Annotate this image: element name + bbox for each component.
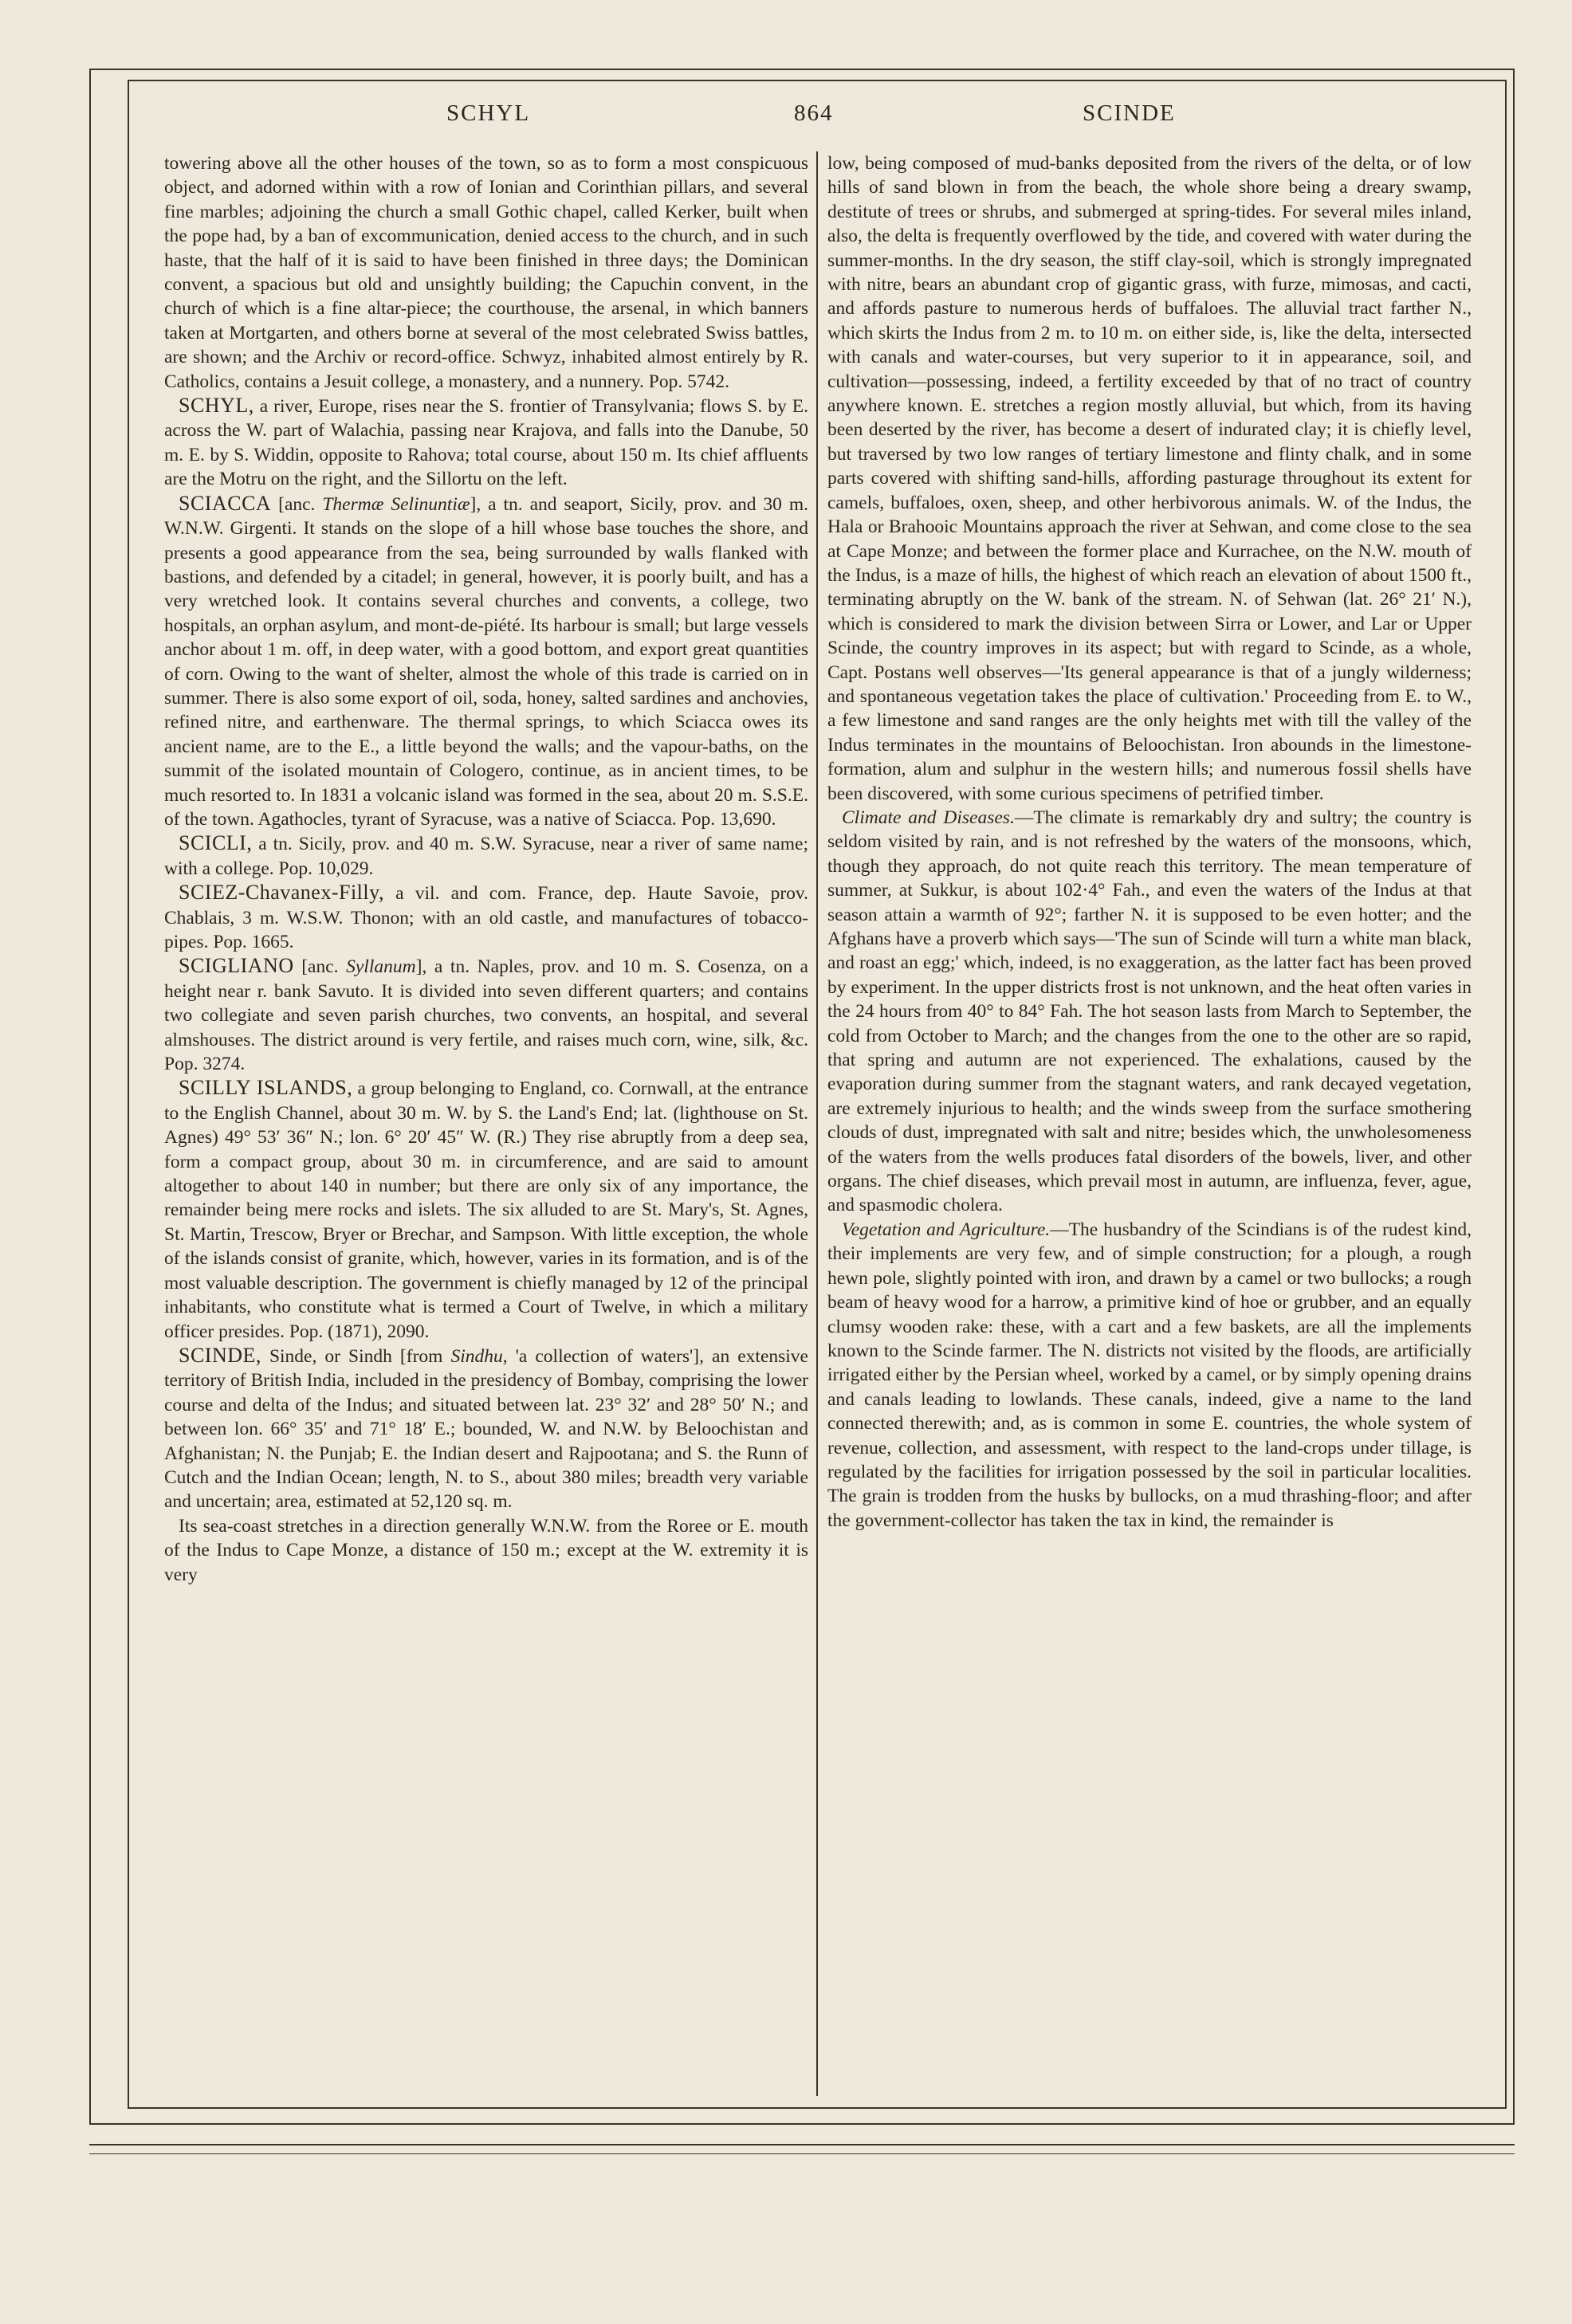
header-left-word: SCHYL [446, 100, 531, 126]
page-number: 864 [794, 100, 834, 126]
entry-headword: SCHYL, [179, 394, 254, 418]
entry-text: a tn. Sicily, prov. and 40 m. S.W. Syracuse, near a river of same name; with a college. Pop. 10,029. [164, 834, 808, 879]
running-header [159, 96, 1483, 135]
entry-text: —The husbandry of the Scindians is of the rudest kind, their implements are very few, and of simple construction; for a plough, a rough hewn pole, slightly pointed with iron, and drawn by a camel or two bullocks; a rough beam of heavy wood for a harrow, a primitive kind of hoe or grubber, and an equally clumsy wooden rake: these, with a cart and a few baskets, are all the implements known to the Scinde farmer. The N. districts not visited by the floods, are artificially irrigated either by the Persian wheel, worked by a camel, or by simply opening drains and canals leading to lowlands. These canals, indeed, give a name to the land connected therewith; and, as is common in some E. countries, the whole system of revenue, collection, and assessment, with respect to the land-crops under tillage, is regulated by the facilities for irrigation possessed by the soil in particular localities. The grain is trodden from the husks by bullocks, on a mud thrashing-floor; and after the government-collector has taken the tax in kind, the remainder is [827, 1219, 1472, 1531]
entry-prefix: [anc. [293, 956, 347, 978]
bottom-rule-thin [89, 2153, 1515, 2154]
entry-text: Its sea-coast stretches in a direction generally W.N.W. from the Roree or E. mouth of the Indus to Cape Monze, a distance of 150 m.; except at the W. extremity it is very [164, 1515, 808, 1585]
entry-headword: SCIACCA [179, 491, 272, 515]
italic-term: Syllanum [346, 956, 416, 978]
entry-text: a vil. and com. France, dep. Haute Savoie, prov. Chablais, 3 m. W.S.W. Thonon; with an old castle, and manufactures of tobacco-pipes. Pop. 1665. [164, 883, 808, 952]
entry-prefix: [anc. [271, 493, 323, 515]
entry-text: ], a tn. and seaport, Sicily, prov. and 30 m. W.N.W. Girgenti. It stands on the slope of a hill whose base touches the shore, and presents a good appearance from the sea, being surrounded by walls flanked with bastions, and defended by a citadel; in general, however, it is poorly built, and has a very wretched look. It contains several churches and convents, a college, two hospitals, an orphan asylum, and mont-de-piété. Its harbour is small; but large vessels anchor about 1 m. off, in deep water, with a good bottom, and export great quantities of corn. Owing to the want of shelter, almost the whole of this trade is carried on in summer. There is also some export of oil, soda, honey, salted sardines and anchovies, refined nitre, and earthenware. The thermal springs, to which Sciacca owes its ancient name, are to the E., a little beyond the walls; and the vapour-baths, on the summit of the isolated mountain of Cologero, continue, as in ancient times, to be much resorted to. In 1831 a volcanic island was formed in the sea, about 20 m. S.S.E. of the town. Agathocles, tyrant of Syracuse, was a native of Sciacca. Pop. 13,690. [164, 493, 808, 830]
entry-text: a group belonging to England, co. Cornwall, at the entrance to the English Channel, about 30 m. W. by S. the Land's End; lat. (lighthouse on St. Agnes) 49° 53′ 36″ N.; lon. 6° 20′ 45″ W. (R.) They rise abruptly from a deep sea, form a compact group, about 30 m. in circumference, and are said to amount altogether to about 140 in number; but there are only six of any importance, the remainder being mere rocks and islets. The six alluded to are St. Mary's, St. Agnes, St. Martin, Trescow, Bryer or Brechar, and Sampson. With little exception, the whole of the islands consist of granite, which, however, varies in its formation, and is of the most valuable description. The government is chiefly managed by 12 of the principal inhabitants, who constitute what is termed a Court of Twelve, in which a military officer presides. Pop. (1871), 2090. [164, 1078, 808, 1342]
entry-text: ], a tn. Naples, prov. and 10 m. S. Cosenza, on a height near r. bank Savuto. It is divided into seven different quarters; and contains two collegiate and seven parish churches, two convents, an hospital, and several almshouses. The district around is very fertile, and raises much corn, wine, silk, &c. Pop. 3274. [164, 956, 808, 1075]
paragraph [164, 151, 808, 394]
entry-headword: SCICLI, [179, 831, 253, 855]
gazetteer-entry [164, 831, 808, 881]
italic-term: Thermæ Selinuntiæ [322, 493, 470, 515]
paragraph [827, 806, 1472, 1218]
entry-headword: SCIGLIANO [179, 954, 294, 978]
entry-text: low, being composed of mud-banks deposited from the rivers of the delta, or of low hills of sand blown in from the beach, the whole shore being a dreary swamp, destitute of trees or shrubs, and submerged at spring-tides. For several miles inland, also, the delta is frequently overflowed by the tide, and covered with water during the summer-months. In the dry season, the stiff clay-soil, which is strongly impregnated with nitre, bears an abundant crop of gigantic grass, with furze, mimosas, and cacti, and affords pasture to numerous herds of buffaloes. The alluvial tract farther N., which skirts the Indus from 2 m. to 10 m. on either side, is, like the delta, intersected with canals and water-courses, but very superior to it in appearance, soil, and cultivation—possessing, indeed, a fertility exceeded by that of no tract of country anywhere known. E. stretches a region mostly alluvial, but which, from its having been deserted by the river, has become a desert of indurated clay; it is chiefly level, but traversed by two low ranges of tertiary limestone and flinty chalk, and in some parts covered with shifting sand-hills, affording pasturage throughout its extent for camels, buffaloes, oxen, sheep, and other herbivorous animals. W. of the Indus, the Hala or Brahooic Mountains approach the river at Sehwan, and come close to the sea at Cape Monze; and between the former place and Kurrachee, on the N.W. mouth of the Indus, is a maze of hills, the highest of which reach an elevation of about 1500 ft., terminating abruptly on the W. bank of the stream. N. of Sehwan (lat. 26° 21′ N.), which is considered to mark the division between Sirra or Lower, and Lar or Upper Scinde, the country improves in its aspect; but with regard to Scinde, as a whole, Capt. Postans well observes—'Its general appearance is that of a jungly wilderness; and spontaneous vegetation takes the place of cultivation.' Proceeding from E. to W., a few limestone and sand ranges are the only heights met with till the valley of the Indus terminates in the mountains of Beloochistan. Iron abounds in the limestone-formation, alum and sulphur in the western hills; and numerous fossil shells have been discovered, with some curious specimens of petrified timber. [827, 153, 1472, 804]
entry-text: a river, Europe, rises near the S. frontier of Transylvania; flows S. by E. across the W. part of Walachia, passing near Krajova, and falls into the Danube, 50 m. E. by S. Widdin, opposite to Rahova; total course, about 150 m. Its chief affluents are the Motru on the right, and the Sillortu on the left. [164, 396, 808, 490]
column-divider [816, 151, 818, 2096]
entry-text: , 'a collection of waters'], an extensive territory of British India, included in the presidency of Bombay, comprising the lower course and delta of the Indus; and situated between lat. 23° 32′ and 28° 50′ N.; and between lon. 66° 35′ and 71° 18′ E.; bounded, W. and N.W. by Beloochistan and Afghanistan; N. the Punjab; E. the Indian desert and Rajpootana; and S. the Runn of Cutch and the Indian Ocean; length, N. to S., about 380 miles; breadth very variable and uncertain; area, estimated at 52,120 sq. m. [164, 1345, 808, 1513]
gazetteer-entry [164, 1344, 808, 1514]
gazetteer-entry [164, 492, 808, 832]
entry-headword: SCINDE, [179, 1343, 261, 1367]
entry-text: —The climate is remarkably dry and sultry; the country is seldom visited by rain, and is not refreshed by the waters of the monsoons, which, though they approach, do not quite reach this territory. The mean temperature of summer, at Sukkur, is about 102·4° Fah., and even the waters of the Indus at that season attain a warmth of 92°; farther N. it is supposed to be even hotter; and the Afghans have a proverb which says—'The sun of Scinde will turn a white man black, and roast an egg;' which, indeed, is no exaggeration, as the latter fact has been proved by experiment. In the upper districts frost is not unknown, and the heat often varies in the 24 hours from 40° to 84° Fah. The hot season lasts from March to September, the cold from October to March; and the changes from the one to the other are so rapid, that spring and autumn are not experienced. The exhalations, caused by the evaporation during summer from the stagnant waters, and rank decayed vegetation, are extremely injurious to health; and the winds sweep from the surface smothering clouds of dust, impregnated with salt and nitre; besides which, the unwholesomeness of the waters from the wells produces fatal disorders of the bowels, liver, and other organs. The chief diseases, which prevail most in autumn, are influenza, fever, ague, and spasmodic cholera. [827, 807, 1472, 1216]
italic-term: Sindhu [450, 1345, 503, 1367]
paragraph [164, 1514, 808, 1587]
gazetteer-entry [164, 394, 808, 492]
gazetteer-entry [164, 954, 808, 1076]
gazetteer-entry [164, 1076, 808, 1343]
left-column [164, 151, 808, 2104]
right-column [827, 151, 1472, 2104]
entry-text: towering above all the other houses of the town, so as to form a most conspicuous object, and adorned within with a row of Ionian and Corinthian pillars, and several fine marbles; adjoining the church a small Gothic chapel, called Kerker, built when the pope had, by a ban of excommunication, denied access to the church, and in such haste, that the half of it is said to have been finished in three days; the Dominican convent, a spacious but old and unsightly building; the Capuchin convent, in the church of which is a fine altar-piece; the courthouse, the arsenal, in which banners taken at Mortgarten, and others borne at several of the most celebrated Swiss battles, are shown; and the Archiv or record-office. Schwyz, inhabited almost entirely by R. Catholics, contains a Jesuit college, a monastery, and a nunnery. Pop. 5742. [164, 153, 808, 392]
italic-term: Vegetation and Agriculture. [842, 1219, 1051, 1240]
bottom-rule [89, 2144, 1515, 2145]
gazetteer-entry [164, 881, 808, 954]
entry-prefix: Sinde, or Sindh [from [261, 1345, 451, 1367]
italic-term: Climate and Diseases. [842, 807, 1015, 828]
entry-headword: SCILLY ISLANDS, [179, 1076, 353, 1100]
paragraph [827, 1218, 1472, 1533]
entry-headword: SCIEZ-Chavanex-Filly, [179, 881, 384, 905]
header-right-word: SCINDE [1083, 100, 1176, 126]
paragraph [827, 151, 1472, 806]
